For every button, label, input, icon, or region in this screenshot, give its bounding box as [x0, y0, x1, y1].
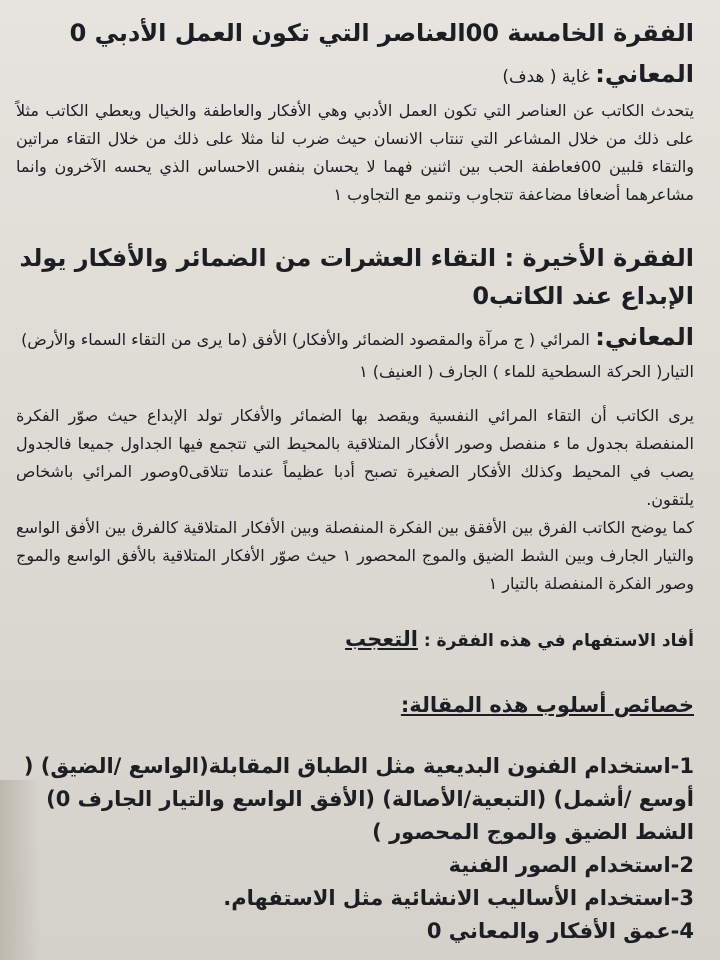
section2-paragraph-2: كما يوضح الكاتب الفرق بين الأفقق بين الفكرة المنفصلة وبين الأفكار المتلاقية كالفرق بين الأفق الواسع والتيار الجارف وبين الشط الضيق والموج المحصور ١ حيث صوّر الأفكار المتلاقية بالأفق الواسع والموج وصور الفكرة المنفصلة بالتيار ١ [16, 518, 695, 593]
style-item: 1-استخدام الفنون البديعية مثل الطباق المقابلة(الواسع /الضيق) ( أوسع /أشمل) (التبعية/الأصالة) (الأفق الواسع والتيار الجارف 0) الشط الضيق والموج المحصور ) [23, 754, 694, 844]
section1-meanings-label: المعاني: [595, 60, 694, 88]
section1-meanings [16, 58, 694, 93]
section1-meanings-text: غاية ( هدف) [502, 67, 590, 87]
section2-meanings [16, 321, 694, 388]
section2-title-text: : التقاء العشرات من الضمائر والأفكار يولد الإبداع عند الكاتب0 [19, 244, 694, 310]
section2-meanings-label: المعاني: [595, 323, 694, 351]
style-item: 4-عمق الأفكار والمعاني 0 [426, 919, 694, 943]
page-edge-shadow [0, 780, 40, 960]
style-item: 2-استخدام الصور الفنية [448, 853, 694, 877]
section2-meanings-text: المرائي ( ج مرآة والمقصود الضمائر والأفكار) الأفق (ما يرى من التقاء السماء والأرض) التيار( الحركة السطحية للماء ) الجارف ( العنيف) ١ [21, 330, 694, 381]
question-prefix: أفاد الاستفهام في هذه الفقرة : [423, 631, 694, 651]
question-note [16, 624, 694, 656]
style-heading-text: خصائص أسلوب هذه المقالة: [400, 693, 694, 717]
question-answer: التعجب [345, 627, 418, 651]
section1-title: الفقرة الخامسة 00العناصر التي تكون العمل الأدبي 0 [69, 19, 694, 47]
section2-title [16, 239, 694, 315]
section1-paragraph: يتحدث الكاتب عن العناصر التي تكون العمل الأدبي وهي الأفكار والعاطفة والخيال ويعطي الكاتب مثلاً على ذلك من خلال المشاعر التي تنتاب الانسان حيث ضرب لنا مثلا على ذلك من خلال التقاء مراتين والتقاء قلبين 00فعاطفة الحب بين اثنين فهما لا يحسان بنفس الاحساس الذي يحسه الآخرون وانما مشاعرهما أضعافا مضاعفة تتجاوب وتنمو مع التجاوب ١ [16, 101, 694, 204]
section2-title-label: الفقرة الأخيرة [522, 244, 694, 272]
section2 [16, 239, 694, 598]
section2-paragraph-1: يرى الكاتب أن التقاء المرائي النفسية ويقصد بها الضمائر والأفكار تولد الإبداع حيث صوّر الفكرة المنفصلة بجدول ما ء منفصل وصور الأفكار المتلاقية بالمحيط التي تتجمع فيها الجداول جميعا فالجدول يصب في المحيط وكذلك الأفكار الصغيرة تصبح أدبا عظيماً عندما تتلاقى0وصور المرائي باشخاص يلتقون. [16, 406, 695, 509]
style-list [16, 750, 694, 948]
style-item: 3-استخدام الأساليب الانشائية مثل الاستفهام. [223, 886, 694, 910]
style-heading [16, 688, 694, 722]
